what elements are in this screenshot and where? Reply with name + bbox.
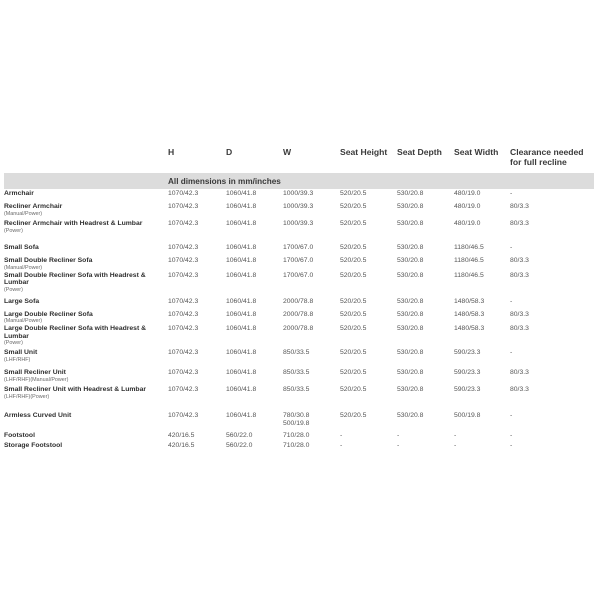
- cell-clearance-value: 80/3.3: [510, 220, 529, 227]
- cell-seat-depth: [397, 385, 454, 411]
- cell-clearance-value: -: [510, 244, 513, 251]
- table-row: [4, 324, 594, 348]
- cell-seat-height: [340, 310, 397, 325]
- header-width: W: [283, 147, 292, 157]
- cell-depth-value: 1060/41.8: [226, 244, 257, 251]
- cell-seat-width: [454, 431, 513, 441]
- cell-seat-width-value: 480/19.0: [454, 203, 481, 210]
- cell-seat-width-value: 480/19.0: [454, 190, 481, 197]
- cell-seat-depth-value: 530/20.8: [397, 349, 424, 357]
- cell-height-value: 1070/42.3: [168, 369, 199, 377]
- cell-depth: [226, 310, 283, 325]
- cell-seat-width: [454, 411, 513, 431]
- cell-width-value: 2000/78.8: [283, 310, 314, 318]
- header-seat-width: Seat Width: [454, 147, 499, 157]
- cell-height: [168, 431, 226, 441]
- cell-seat-width: [454, 441, 513, 451]
- cell-width-value: 1000/39.3: [283, 203, 314, 210]
- cell-seat-height-value: 520/20.5: [340, 297, 367, 305]
- cell-width-value: 850/33.5: [283, 349, 310, 357]
- cell-depth: [226, 385, 283, 411]
- cell-seat-height: [340, 348, 397, 368]
- cell-height-value: 420/16.5: [168, 442, 195, 450]
- cell-clearance-value: -: [510, 432, 513, 440]
- cell-seat-width-value: 590/23.3: [454, 386, 481, 394]
- cell-height: [168, 297, 226, 310]
- cell-width: [283, 441, 343, 451]
- cell-seat-height-value: 520/20.5: [340, 203, 367, 210]
- cell-seat-depth-value: 530/20.8: [397, 244, 424, 251]
- product-name: Small Recliner Unit: [4, 369, 66, 377]
- cell-seat-depth-value: 530/20.8: [397, 325, 424, 333]
- cell-seat-depth: [397, 297, 454, 310]
- product-cell: [4, 243, 168, 256]
- cell-height: [168, 271, 226, 297]
- cell-seat-height-value: 520/20.5: [340, 369, 367, 377]
- product-name: Armless Curved Unit: [4, 412, 72, 420]
- cell-depth-value: 1060/41.8: [226, 349, 257, 357]
- product-name: Small Unit: [4, 349, 38, 357]
- cell-clearance-value: -: [510, 442, 513, 450]
- cell-width: [283, 189, 340, 202]
- cell-width-value: 1700/67.0: [283, 271, 314, 279]
- product-cell: [4, 271, 168, 297]
- cell-clearance-value: -: [510, 412, 513, 420]
- cell-clearance-value: 80/3.3: [510, 203, 529, 210]
- cell-clearance: [510, 271, 594, 297]
- product-note: (LHF/RHF): [4, 356, 31, 363]
- product-name: Armchair: [4, 190, 34, 197]
- table-row: [4, 271, 594, 297]
- product-note: (LHF/RHF)(Power): [4, 393, 50, 400]
- cell-clearance: [510, 310, 594, 325]
- cell-height-value: 1070/42.3: [168, 244, 199, 251]
- cell-width-value: 1700/67.0: [283, 257, 314, 264]
- cell-depth-value: 560/22.0: [226, 442, 253, 450]
- cell-depth-value: 1060/41.8: [226, 310, 257, 318]
- cell-height: [168, 385, 226, 411]
- product-cell: [4, 324, 168, 348]
- cell-seat-width-value: 1480/58.3: [454, 297, 485, 305]
- product-cell: [4, 431, 168, 441]
- cell-seat-depth: [397, 189, 454, 202]
- cell-height-value: 1070/42.3: [168, 386, 199, 394]
- cell-height: [168, 348, 226, 368]
- cell-clearance-value: -: [510, 190, 513, 197]
- cell-depth: [226, 189, 283, 202]
- table-row: [4, 431, 594, 441]
- cell-width: [283, 368, 340, 385]
- cell-clearance-value: 80/3.3: [510, 386, 529, 394]
- cell-seat-depth: [397, 324, 454, 348]
- cell-seat-width: [454, 324, 510, 348]
- cell-clearance: [510, 243, 594, 256]
- cell-seat-height-value: -: [340, 442, 343, 450]
- cell-seat-depth: [397, 219, 454, 243]
- product-cell: [4, 368, 168, 385]
- cell-clearance-value: 80/3.3: [510, 257, 529, 264]
- cell-height-value: 1070/42.3: [168, 310, 199, 318]
- cell-width-value: 1000/39.3: [283, 190, 314, 197]
- cell-clearance: [510, 441, 594, 451]
- cell-seat-depth-value: 530/20.8: [397, 257, 424, 264]
- cell-seat-height-value: 520/20.5: [340, 220, 367, 227]
- cell-width: [283, 243, 340, 256]
- cell-width-value: 850/33.5: [283, 386, 310, 394]
- cell-seat-depth: [397, 243, 454, 256]
- cell-seat-width: [454, 243, 513, 256]
- cell-height: [168, 411, 226, 431]
- product-name: Small Recliner Unit with Headrest & Lumbar: [4, 386, 147, 394]
- cell-depth-value: 1060/41.8: [226, 220, 257, 227]
- cell-seat-depth: [397, 411, 454, 431]
- product-note: (Power): [4, 340, 23, 347]
- cell-seat-height: [340, 411, 397, 431]
- cell-depth-value: 1060/41.8: [226, 412, 257, 420]
- product-name: Large Double Recliner Sofa with Headrest & Lumbar: [4, 325, 147, 340]
- cell-depth: [226, 348, 283, 368]
- header-clearance: Clearance needed for full recline: [510, 147, 584, 167]
- table-row: [4, 385, 594, 411]
- cell-height-value: 1070/42.3: [168, 412, 199, 420]
- table-row: [4, 368, 594, 385]
- product-cell: [4, 310, 168, 325]
- cell-seat-width: [454, 189, 513, 202]
- cell-seat-height-value: 520/20.5: [340, 310, 367, 318]
- product-name: Large Double Recliner Sofa: [4, 310, 93, 318]
- product-cell: [4, 219, 168, 243]
- cell-clearance: [510, 385, 594, 411]
- cell-seat-depth: [397, 431, 457, 441]
- cell-width-value: 2000/78.8: [283, 297, 314, 305]
- cell-seat-height: [340, 441, 400, 451]
- cell-depth: [226, 441, 283, 451]
- product-note: (Manual/Power): [4, 318, 43, 325]
- cell-seat-width: [454, 368, 510, 385]
- product-note: (Manual/Power): [4, 210, 43, 217]
- cell-height: [168, 324, 226, 348]
- cell-depth: [226, 368, 283, 385]
- cell-height: [168, 219, 226, 243]
- cell-clearance: [510, 431, 594, 441]
- product-cell: [4, 441, 168, 451]
- cell-width-value: 780/30.8: [283, 412, 310, 420]
- cell-seat-depth: [397, 348, 454, 368]
- cell-seat-height: [340, 256, 397, 271]
- cell-depth: [226, 219, 283, 243]
- units-note: All dimensions in mm/inches: [168, 173, 594, 189]
- cell-seat-height-value: 520/20.5: [340, 257, 367, 264]
- cell-width-value: 2000/78.8: [283, 325, 314, 333]
- cell-width-value: 850/33.5: [283, 369, 310, 377]
- product-note: (Power): [4, 227, 23, 234]
- cell-seat-depth: [397, 256, 454, 271]
- cell-depth-value: 1060/41.8: [226, 297, 257, 305]
- cell-width-value: 710/28.0: [283, 442, 310, 450]
- cell-height-value: 1070/42.3: [168, 271, 199, 279]
- product-name: Storage Footstool: [4, 442, 63, 450]
- cell-seat-width: [454, 310, 510, 325]
- table-row: [4, 189, 594, 202]
- cell-seat-height-value: 520/20.5: [340, 386, 367, 394]
- table-row: [4, 219, 594, 243]
- cell-seat-height: [340, 271, 397, 297]
- cell-seat-depth: [397, 310, 454, 325]
- cell-seat-depth-value: -: [397, 442, 400, 450]
- cell-width: [283, 297, 340, 310]
- cell-seat-width-value: 1180/46.5: [454, 271, 484, 279]
- cell-clearance: [510, 189, 594, 202]
- cell-seat-width-value: 1480/58.3: [454, 310, 485, 318]
- cell-seat-height: [340, 385, 397, 411]
- units-banner: [4, 173, 594, 189]
- cell-depth: [226, 324, 283, 348]
- cell-seat-depth-value: 530/20.8: [397, 220, 424, 227]
- cell-seat-depth-value: -: [397, 432, 400, 440]
- cell-seat-depth-value: 530/20.8: [397, 297, 424, 305]
- cell-clearance-value: 80/3.3: [510, 271, 529, 279]
- product-name: Recliner Armchair: [4, 203, 63, 210]
- product-name: Recliner Armchair with Headrest & Lumbar: [4, 220, 143, 227]
- cell-height: [168, 189, 226, 202]
- cell-clearance: [510, 411, 594, 431]
- cell-height-value: 1070/42.3: [168, 190, 199, 197]
- table-row: [4, 348, 594, 368]
- cell-depth: [226, 297, 283, 310]
- table-row: [4, 297, 594, 310]
- cell-seat-height: [340, 297, 397, 310]
- cell-seat-width: [454, 256, 510, 271]
- cell-height: [168, 368, 226, 385]
- cell-seat-width: [454, 271, 510, 297]
- cell-height-value: 1070/42.3: [168, 349, 199, 357]
- cell-seat-width-value: -: [454, 442, 457, 450]
- product-note: (Power): [4, 286, 23, 293]
- cell-clearance-value: 80/3.3: [510, 310, 529, 318]
- cell-height-value: 1070/42.3: [168, 325, 199, 333]
- header-product: [4, 146, 168, 173]
- cell-width: [283, 385, 340, 411]
- cell-seat-depth: [397, 441, 457, 451]
- cell-seat-width: [454, 385, 510, 411]
- cell-seat-height-value: 520/20.5: [340, 271, 367, 279]
- cell-width: [283, 219, 340, 243]
- cell-seat-height: [340, 219, 397, 243]
- cell-seat-height: [340, 431, 400, 441]
- cell-depth-value: 1060/41.8: [226, 386, 257, 394]
- product-cell: [4, 348, 168, 368]
- cell-clearance-value: 80/3.3: [510, 369, 529, 377]
- cell-height-value: 1070/42.3: [168, 257, 199, 264]
- cell-depth-value: 1060/41.8: [226, 257, 257, 264]
- cell-height-value: 1070/42.3: [168, 220, 199, 227]
- header-height: H: [168, 147, 175, 157]
- cell-height: [168, 441, 226, 451]
- cell-width-value: 1000/39.3: [283, 220, 314, 227]
- cell-seat-depth: [397, 202, 454, 219]
- cell-width-value: 710/28.0: [283, 432, 310, 440]
- cell-width: [283, 202, 340, 219]
- cell-seat-width-value: -: [454, 432, 457, 440]
- cell-depth-value: 1060/41.8: [226, 325, 257, 333]
- product-cell: [4, 297, 168, 310]
- cell-seat-height-value: 520/20.5: [340, 349, 367, 357]
- cell-clearance: [510, 256, 594, 271]
- cell-width: [283, 324, 340, 348]
- cell-seat-width: [454, 202, 510, 219]
- cell-width: [283, 411, 340, 431]
- cell-seat-height-value: 520/20.5: [340, 190, 367, 197]
- product-cell: [4, 202, 168, 219]
- cell-seat-depth-value: 530/20.8: [397, 203, 424, 210]
- product-cell: [4, 385, 168, 411]
- cell-seat-height-value: 520/20.5: [340, 325, 367, 333]
- cell-seat-width-value: 1180/46.5: [454, 244, 484, 251]
- cell-seat-width-value: 590/23.3: [454, 369, 481, 377]
- cell-seat-depth-value: 530/20.8: [397, 412, 424, 420]
- cell-height: [168, 256, 226, 271]
- cell-width: [283, 431, 343, 441]
- cell-seat-depth: [397, 271, 454, 297]
- cell-seat-width: [454, 348, 513, 368]
- cell-seat-width-value: 1480/58.3: [454, 325, 485, 333]
- cell-height-value: 420/16.5: [168, 432, 195, 440]
- cell-seat-depth-value: 530/20.8: [397, 310, 424, 318]
- product-name: Small Double Recliner Sofa: [4, 257, 93, 264]
- cell-clearance: [510, 297, 594, 310]
- product-name: Small Double Recliner Sofa with Headrest & Lumbar: [4, 271, 146, 287]
- cell-seat-width-value: 1180/46.5: [454, 257, 484, 264]
- cell-width: [283, 348, 340, 368]
- cell-depth-value: 1060/41.8: [226, 203, 257, 210]
- cell-clearance-value: -: [510, 297, 513, 305]
- cell-seat-height: [340, 243, 397, 256]
- table-row: [4, 411, 594, 431]
- product-name: Footstool: [4, 432, 35, 440]
- cell-width: [283, 256, 340, 271]
- cell-seat-width-value: 500/19.8: [454, 412, 481, 420]
- table-row: [4, 256, 594, 271]
- cell-depth: [226, 271, 283, 297]
- cell-depth-value: 1060/41.8: [226, 271, 257, 279]
- header-depth: D: [226, 147, 233, 157]
- cell-height: [168, 202, 226, 219]
- cell-seat-height: [340, 189, 397, 202]
- cell-seat-height-value: 520/20.5: [340, 412, 367, 420]
- cell-width-value: 1700/67.0: [283, 244, 314, 251]
- table-row: [4, 310, 594, 325]
- cell-depth-value: 560/22.0: [226, 432, 253, 440]
- cell-clearance: [510, 348, 594, 368]
- cell-seat-width: [454, 297, 513, 310]
- cell-seat-height-value: 520/20.5: [340, 244, 367, 251]
- product-cell: [4, 189, 168, 202]
- cell-height: [168, 310, 226, 325]
- cell-height-value: 1070/42.3: [168, 297, 199, 305]
- table-row: [4, 202, 594, 219]
- header-seat-depth: Seat Depth: [397, 147, 442, 157]
- cell-clearance: [510, 368, 594, 385]
- header-row: [4, 146, 594, 173]
- cell-depth: [226, 202, 283, 219]
- cell-seat-depth-value: 530/20.8: [397, 386, 424, 394]
- cell-seat-depth: [397, 368, 454, 385]
- cell-clearance-value: 80/3.3: [510, 325, 529, 333]
- product-note: (LHF/RHF)(Manual/Power): [4, 376, 69, 383]
- cell-depth: [226, 411, 283, 431]
- cell-clearance: [510, 219, 594, 243]
- cell-height: [168, 243, 226, 256]
- product-cell: [4, 411, 168, 431]
- cell-depth: [226, 256, 283, 271]
- cell-clearance: [510, 202, 594, 219]
- cell-depth: [226, 243, 283, 256]
- dimensions-table: [4, 146, 594, 451]
- cell-width: [283, 310, 340, 325]
- cell-seat-height: [340, 324, 397, 348]
- product-name: Small Sofa: [4, 244, 39, 251]
- table-row: [4, 441, 594, 451]
- header-seat-height: Seat Height: [340, 147, 388, 157]
- cell-seat-height-value: -: [340, 432, 343, 440]
- cell-depth-value: 1060/41.8: [226, 190, 257, 197]
- cell-depth-value: 1060/41.8: [226, 369, 257, 377]
- cell-clearance-value: -: [510, 349, 513, 357]
- cell-seat-depth-value: 530/20.8: [397, 190, 424, 197]
- table-row: [4, 243, 594, 256]
- cell-height-value: 1070/42.3: [168, 203, 199, 210]
- cell-seat-width: [454, 219, 510, 243]
- cell-clearance: [510, 324, 594, 348]
- cell-seat-depth-value: 530/20.8: [397, 369, 424, 377]
- cell-seat-width-value: 590/23.3: [454, 349, 481, 357]
- cell-width: [283, 271, 340, 297]
- cell-seat-width-value: 480/19.0: [454, 220, 481, 227]
- cell-depth: [226, 431, 283, 441]
- product-cell: [4, 256, 168, 271]
- cell-width-secondary-value: 500/19.8: [283, 419, 310, 427]
- cell-seat-height: [340, 202, 397, 219]
- product-note: (Manual/Power): [4, 264, 43, 271]
- cell-seat-depth-value: 530/20.8: [397, 271, 424, 279]
- product-name: Large Sofa: [4, 297, 40, 305]
- cell-seat-height: [340, 368, 397, 385]
